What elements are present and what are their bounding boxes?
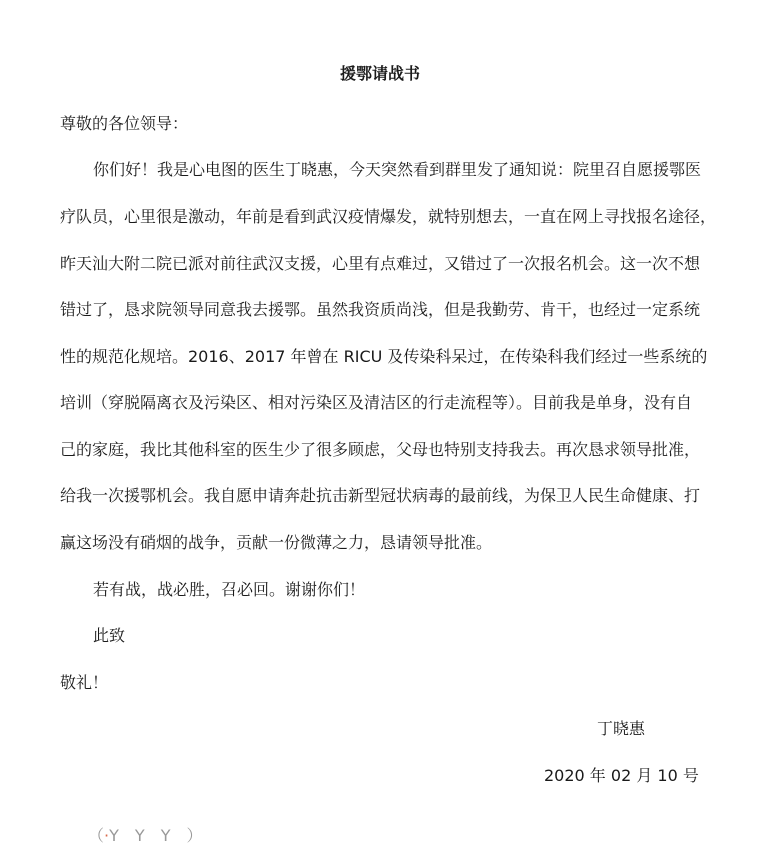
cropped-text-fragment: （·Y Y Y ） <box>88 826 203 845</box>
body-line: 赢这场没有硝烟的战争，贡献一份微薄之力，恳请领导批准。 <box>60 533 493 552</box>
signature-name: 丁晓惠 <box>597 719 646 738</box>
pledge-line: 若有战，战必胜，召必回。谢谢你们！ <box>93 580 366 599</box>
salutation: 尊敬的各位领导： <box>60 114 189 133</box>
body-line: 性的规范化规培。2016、2017 年曾在 RICU 及传染科呆过，在传染科我们经过一些系统的 <box>60 347 708 366</box>
body-line: 昨天汕大附二院已派对前往武汉支援，心里有点难过，又错过了一次报名机会。这一次不想 <box>60 254 701 273</box>
closing-ci-zhi: 此致 <box>93 626 126 645</box>
document-title: 援鄂请战书 <box>339 64 420 83</box>
body-line: 疗队员，心里很是激动，年前是看到武汉疫情爆发，就特别想去，一直在网上寻找报名途径， <box>60 207 717 226</box>
closing-jing-li: 敬礼！ <box>60 673 109 692</box>
body-line: 你们好！我是心电图的医生丁晓惠，今天突然看到群里发了通知说：院里召自愿援鄂医 <box>93 160 702 179</box>
signature-date: 2020 年 02 月 10 号 <box>544 766 699 785</box>
body-line: 错过了，恳求院领导同意我去援鄂。虽然我资质尚浅，但是我勤劳、肯干，也经过一定系统 <box>60 300 701 319</box>
body-line: 己的家庭，我比其他科室的医生少了很多顾虑，父母也特别支持我去。再次恳求领导批准， <box>60 440 701 459</box>
body-line: 给我一次援鄂机会。我自愿申请奔赴抗击新型冠状病毒的最前线，为保卫人民生命健康、打 <box>60 486 701 505</box>
body-line: 培训（穿脱隔离衣及污染区、相对污染区及清洁区的行走流程等）。目前我是单身，没有自 <box>60 393 693 412</box>
